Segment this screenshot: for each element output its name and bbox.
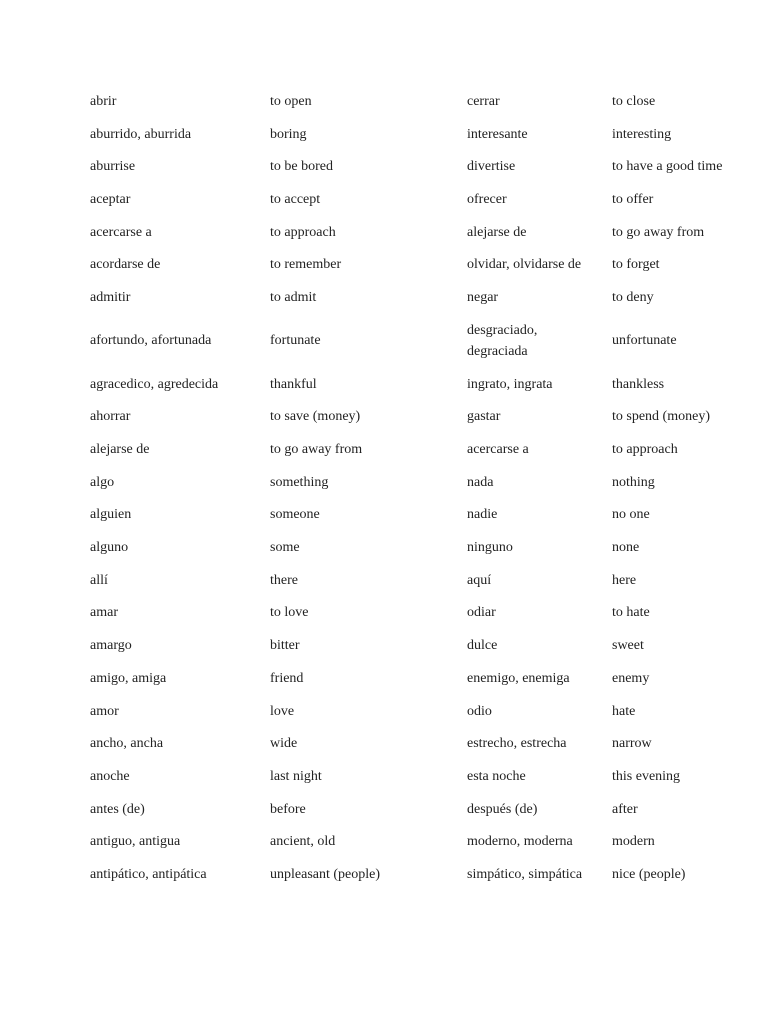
spanish-opposite-cell: olvidar, olvidarse de (467, 257, 582, 273)
table-row (84, 466, 764, 499)
spanish-opposite-cell: dulce (467, 638, 498, 654)
english-meaning-cell: last night (270, 768, 322, 784)
spanish-word-cell: aburrise (90, 159, 136, 175)
english-meaning-cell: to approach (270, 224, 336, 240)
english-opposite-cell: to deny (612, 289, 654, 305)
table-row (84, 281, 764, 314)
english-meaning-cell: to be bored (270, 159, 333, 175)
spanish-opposite-cell: cerrar (467, 93, 500, 109)
table-row (84, 662, 764, 695)
spanish-opposite-cell: esta noche (467, 768, 526, 784)
table-row (84, 150, 764, 183)
english-meaning-cell: to save (money) (270, 409, 361, 425)
spanish-opposite-cell: odiar (467, 605, 496, 621)
table-row (84, 760, 764, 793)
spanish-opposite-cell: ninguno (467, 540, 513, 556)
english-opposite-cell: to close (612, 93, 656, 109)
spanish-opposite-cell: alejarse de (467, 224, 527, 240)
spanish-word-cell: agracedico, agredecida (90, 376, 219, 392)
english-meaning-cell: to remember (270, 257, 342, 273)
english-meaning-cell: to accept (270, 191, 321, 207)
english-opposite-cell: to spend (money) (612, 409, 710, 425)
spanish-opposite-cell: nada (467, 474, 494, 490)
english-meaning-cell: bitter (270, 638, 300, 654)
spanish-word-cell: alguno (90, 540, 129, 556)
spanish-word-cell: antipático, antipática (90, 866, 207, 882)
english-opposite-cell: nice (people) (612, 866, 686, 882)
spanish-opposite-cell: ingrato, ingrata (467, 376, 553, 392)
table-row (84, 597, 764, 630)
english-opposite-cell: unfortunate (612, 333, 677, 349)
table-row (84, 727, 764, 760)
english-opposite-cell: interesting (612, 126, 672, 142)
english-opposite-cell: to offer (612, 191, 654, 207)
table-row (84, 216, 764, 249)
spanish-opposite-cell: nadie (467, 507, 498, 523)
table-row (84, 564, 764, 597)
spanish-opposite-cell: simpático, simpática (467, 866, 583, 882)
spanish-word-cell: antes (de) (90, 801, 145, 817)
english-meaning-cell: there (270, 572, 298, 588)
spanish-word-cell: amor (90, 703, 119, 719)
spanish-word-cell: abrir (90, 93, 117, 109)
spanish-word-cell: amar (90, 605, 118, 621)
spanish-opposite-cell: odio (467, 703, 492, 719)
english-meaning-cell: wide (270, 736, 298, 752)
spanish-word-cell: aceptar (90, 191, 131, 207)
english-opposite-cell: narrow (612, 736, 652, 752)
spanish-opposite-cell: estrecho, estrecha (467, 736, 567, 752)
english-meaning-cell: friend (270, 670, 304, 686)
english-meaning-cell: unpleasant (people) (270, 866, 381, 882)
english-opposite-cell: none (612, 540, 640, 556)
english-opposite-cell: sweet (612, 638, 644, 654)
spanish-word-cell: afortundo, afortunada (90, 333, 212, 349)
english-opposite-cell: here (612, 572, 637, 588)
spanish-opposite-cell: divertise (467, 159, 516, 175)
english-opposite-cell: modern (612, 834, 655, 850)
spanish-word-cell: admitir (90, 289, 131, 305)
table-row (84, 368, 764, 401)
spanish-word-cell: allí (90, 572, 108, 588)
spanish-word-cell: amargo (90, 638, 132, 654)
spanish-opposite-cell: enemigo, enemiga (467, 670, 570, 686)
table-row (84, 825, 764, 858)
english-meaning-cell: some (270, 540, 300, 556)
spanish-opposite-cell: acercarse a (467, 442, 529, 458)
table-row (84, 248, 764, 281)
english-opposite-cell: nothing (612, 474, 655, 490)
english-opposite-cell: to forget (612, 257, 660, 273)
spanish-opposite-cell: interesante (467, 126, 528, 142)
spanish-word-cell: acordarse de (90, 257, 161, 273)
english-opposite-cell: hate (612, 703, 636, 719)
english-meaning-cell: fortunate (270, 333, 321, 349)
spanish-word-cell: ahorrar (90, 409, 131, 425)
english-opposite-cell: to hate (612, 605, 650, 621)
spanish-opposite-cell: moderno, moderna (467, 834, 573, 850)
english-meaning-cell: something (270, 474, 329, 490)
english-opposite-cell: to have a good time (612, 159, 723, 175)
english-opposite-cell: thankless (612, 376, 665, 392)
spanish-opposite-cell: gastar (467, 409, 501, 425)
english-opposite-cell: no one (612, 507, 650, 523)
english-meaning-cell: to open (270, 93, 312, 109)
spanish-word-cell: alejarse de (90, 442, 150, 458)
table-row (84, 858, 764, 891)
spanish-word-cell: aburrido, aburrida (90, 126, 192, 142)
table-row (84, 499, 764, 532)
spanish-word-cell: antiguo, antigua (90, 834, 181, 850)
vocabulary-table (84, 85, 764, 891)
english-opposite-cell: enemy (612, 670, 650, 686)
english-meaning-cell: love (270, 703, 295, 719)
english-meaning-cell: to go away from (270, 442, 363, 458)
vocabulary-table-body (84, 85, 764, 891)
english-meaning-cell: boring (270, 126, 307, 142)
table-row (84, 314, 764, 368)
spanish-word-cell: amigo, amiga (90, 670, 167, 686)
table-row (84, 695, 764, 728)
spanish-opposite-cell: aquí (467, 572, 492, 588)
table-row (84, 118, 764, 151)
spanish-word-cell: algo (90, 474, 115, 490)
spanish-word-cell: anoche (90, 768, 130, 784)
english-meaning-cell: to love (270, 605, 309, 621)
table-row (84, 433, 764, 466)
spanish-opposite-cell: negar (467, 289, 499, 305)
spanish-word-cell: acercarse a (90, 224, 152, 240)
table-row (84, 85, 764, 118)
spanish-opposite-cell: después (de) (467, 801, 538, 817)
english-meaning-cell: thankful (270, 376, 317, 392)
spanish-word-cell: alguien (90, 507, 132, 523)
table-row (84, 793, 764, 826)
table-row (84, 183, 764, 216)
table-row (84, 629, 764, 662)
english-meaning-cell: someone (270, 507, 320, 523)
spanish-opposite-cell: desgraciado, degraciada (467, 322, 538, 359)
table-row (84, 531, 764, 564)
table-row (84, 401, 764, 434)
english-opposite-cell: this evening (612, 768, 681, 784)
english-opposite-cell: to approach (612, 442, 678, 458)
english-opposite-cell: to go away from (612, 224, 705, 240)
english-meaning-cell: before (270, 801, 306, 817)
english-meaning-cell: to admit (270, 289, 317, 305)
spanish-word-cell: ancho, ancha (90, 736, 164, 752)
english-meaning-cell: ancient, old (270, 834, 336, 850)
english-opposite-cell: after (612, 801, 638, 817)
spanish-opposite-cell: ofrecer (467, 191, 507, 207)
